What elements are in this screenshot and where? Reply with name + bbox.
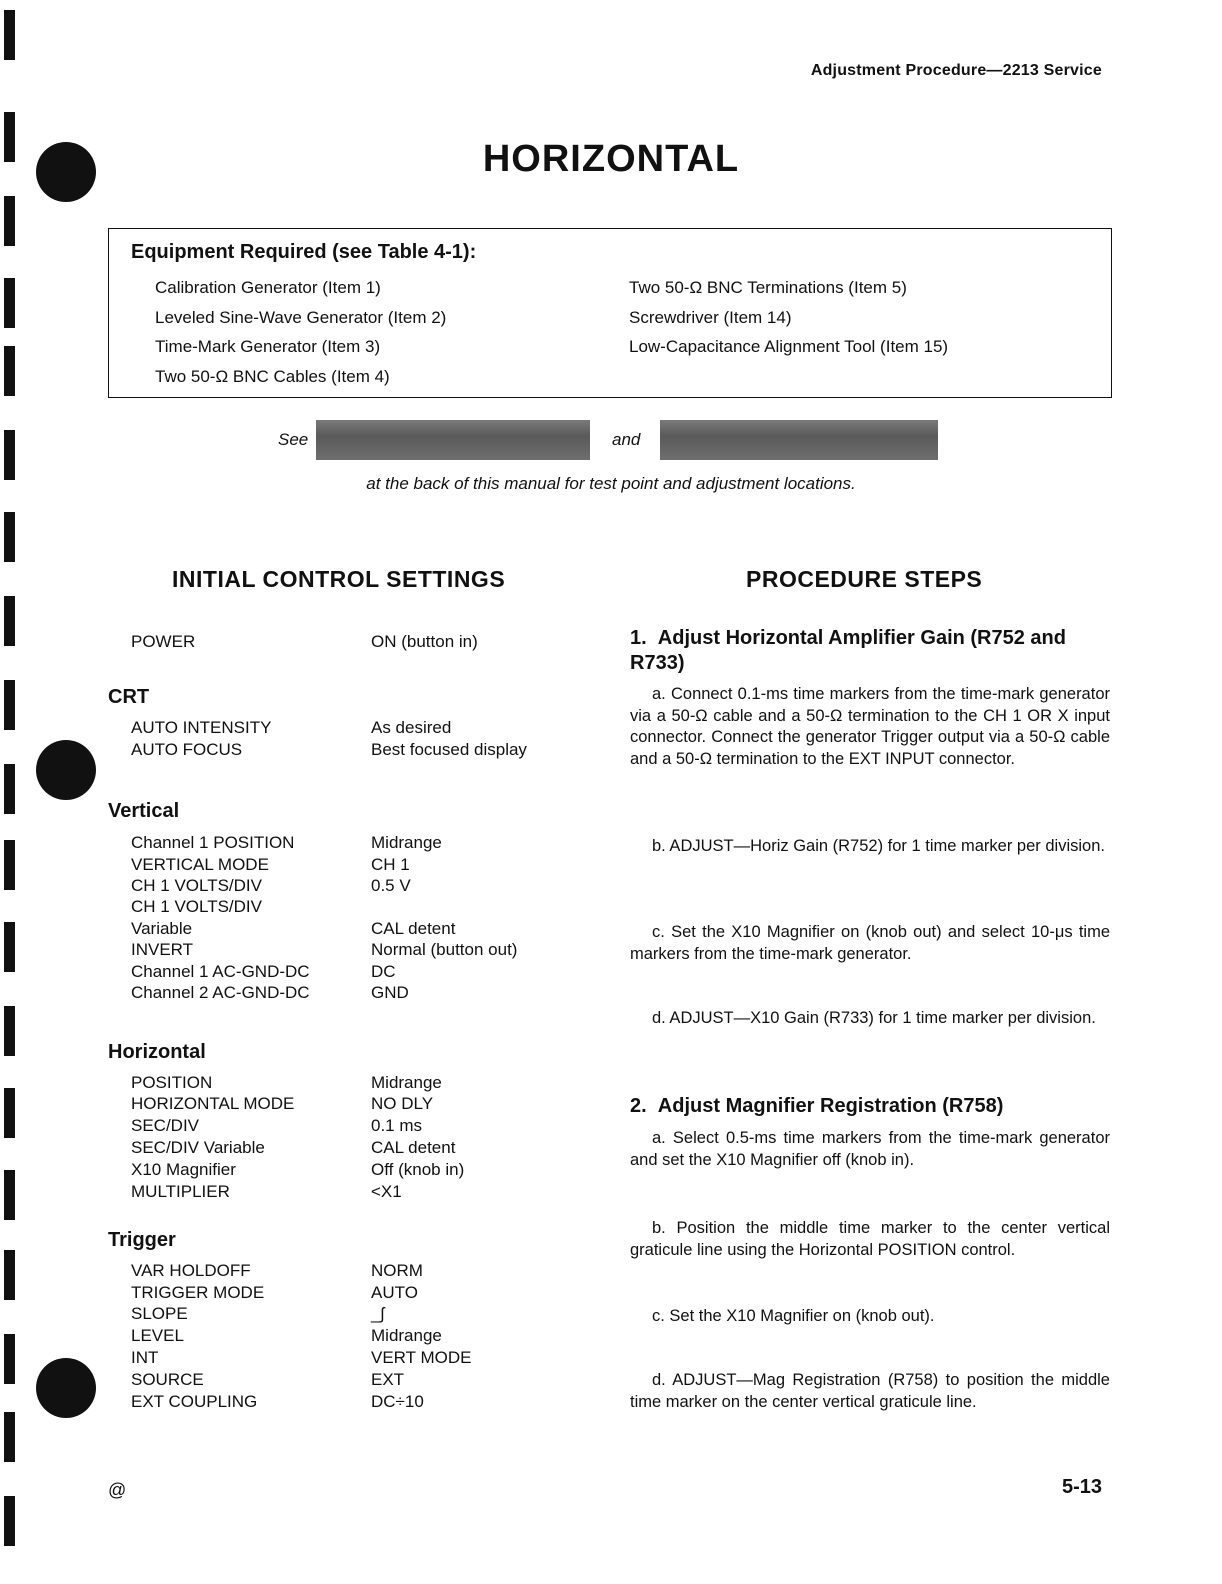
equipment-item: Screwdriver (Item 14) [629,307,792,327]
edge-mark [4,1496,15,1546]
setting-value: NORM [371,1261,423,1280]
procedure-heading: PROCEDURE STEPS [746,566,983,592]
setting-label: Channel 1 POSITION [131,833,295,852]
page-number: 5-13 [1061,1476,1102,1498]
edge-mark [4,680,15,730]
equipment-heading: Equipment Required (see Table 4-1): [131,241,477,263]
setting-value: EXT [371,1370,405,1389]
equipment-item: Calibration Generator (Item 1) [155,278,381,297]
setting-label: HORIZONTAL MODE [131,1094,295,1113]
setting-label: X10 Magnifier [131,1160,236,1179]
setting-label: SOURCE [131,1370,204,1389]
equipment-list-left [155,273,446,391]
settings-group-title: Vertical [108,800,180,822]
setting-value: DC÷10 [371,1392,424,1411]
step-paragraph: a. Select 0.5-ms time markers from the time-mark generator and set the X10 Magnifier off (knob in). [630,1129,1110,1169]
edge-mark [4,1170,15,1220]
equipment-item: Two 50-Ω BNC Cables (Item 4) [155,366,390,386]
step-paragraph: b. ADJUST—Horiz Gain (R752) for 1 time marker per division. [652,837,1105,855]
edge-mark [4,1412,15,1462]
edge-mark [4,278,15,328]
step-2a [630,1128,1110,1171]
setting-value: 0.5 V [371,876,411,895]
settings-group-title: Horizontal [108,1041,206,1063]
step-paragraph: d. ADJUST—Mag Registration (R758) to position the middle time marker on the center vertical graticule line. [630,1371,1110,1411]
settings-group-title: Trigger [108,1229,176,1251]
page-title: HORIZONTAL [482,138,740,180]
setting-value: Best focused display [371,740,527,759]
step-paragraph: b. Position the middle time marker to the center vertical graticule line using the Horizontal POSITION control. [630,1219,1110,1259]
footer-mark: @ [108,1480,127,1500]
edge-mark [4,840,15,890]
step-1c [630,922,1110,965]
step-1-title-block [630,626,1110,676]
setting-label: VERTICAL MODE [131,855,269,874]
step-1d [630,1008,1110,1030]
equipment-item: Low-Capacitance Alignment Tool (Item 15) [629,337,949,356]
setting-value: Midrange [371,833,442,852]
setting-label: EXT COUPLING [131,1392,258,1411]
step-1-title: 1. Adjust Horizontal Amplifier Gain (R752 and R733) [630,627,1066,674]
step-paragraph: d. ADJUST—X10 Gain (R733) for 1 time marker per division. [652,1009,1096,1027]
edge-mark [4,764,15,814]
step-1b [630,836,1110,858]
setting-value: GND [371,983,409,1002]
edge-mark [4,10,15,60]
step-paragraph: a. Connect 0.1-ms time markers from the time-mark generator via a 50-Ω cable and a 50-Ω termination to the CH 1 OR X input connector. Connect the generator Trigger output via a 50-Ω cable and a 50-Ω termination to the EXT INPUT connector. [630,685,1110,768]
setting-label: AUTO FOCUS [131,740,243,759]
tab-reference-bar [660,420,938,460]
settings-group-title: CRT [108,686,150,708]
edge-mark [4,346,15,396]
edge-mark [4,1334,15,1384]
setting-label: INT [131,1348,159,1367]
setting-value: Midrange [371,1073,442,1092]
step-paragraph: c. Set the X10 Magnifier on (knob out). [652,1307,935,1325]
setting-value: CH 1 [371,855,410,874]
setting-label: SEC/DIV Variable [131,1138,265,1157]
setting-label: POSITION [131,1073,213,1092]
step-paragraph: c. Set the X10 Magnifier on (knob out) and select 10-μs time markers from the time-mark generator. [630,923,1110,963]
setting-label: VAR HOLDOFF [131,1261,251,1280]
setting-value: AUTO [371,1283,418,1302]
setting-value: NO DLY [371,1094,434,1113]
setting-label: MULTIPLIER [131,1182,230,1201]
setting-value: As desired [371,718,452,737]
and-label: and [612,430,641,449]
edge-mark [4,1088,15,1138]
edge-mark [4,1250,15,1300]
reference-line [0,420,1222,460]
setting-value: 0.1 ms [371,1116,423,1135]
setting-label: TRIGGER MODE [131,1283,265,1302]
running-head: Adjustment Procedure—2213 Service [810,62,1102,79]
step-2-title-block [630,1094,1110,1119]
setting-value: VERT MODE [371,1348,472,1367]
step-2b [630,1218,1110,1261]
punch-hole [36,740,96,800]
setting-value: CAL detent [371,1138,456,1157]
setting-label: CH 1 VOLTS/DIV [131,897,262,916]
setting-label: Channel 2 AC-GND-DC [131,983,310,1002]
equipment-item: Time-Mark Generator (Item 3) [155,337,381,356]
step-2-title: 2. Adjust Magnifier Registration (R758) [630,1095,1004,1117]
setting-label: AUTO INTENSITY [131,718,272,737]
step-1a [630,684,1110,770]
equipment-item: Leveled Sine-Wave Generator (Item 2) [155,307,447,327]
setting-label: POWER [131,632,196,651]
tab-reference-bar [316,420,590,460]
setting-label: Variable [131,919,193,938]
setting-label: Channel 1 AC-GND-DC [131,962,310,981]
edge-mark [4,196,15,246]
equipment-item: Two 50-Ω BNC Terminations (Item 5) [629,278,907,297]
edge-mark [4,596,15,646]
step-2c [630,1306,1110,1328]
step-2d [630,1370,1110,1413]
settings-heading: INITIAL CONTROL SETTINGS [172,566,506,592]
see-label: See [278,430,309,449]
setting-value: ON (button in) [371,632,478,651]
edge-mark [4,1006,15,1056]
setting-value: <X1 [371,1182,402,1201]
setting-label: LEVEL [131,1326,184,1345]
setting-label: SEC/DIV [131,1116,200,1135]
edge-mark [4,512,15,562]
setting-value: CAL detent [371,919,456,938]
edge-mark [4,922,15,972]
reference-note: at the back of this manual for test point and adjustment locations. [366,474,856,493]
setting-value: Normal (button out) [371,940,518,959]
slope-symbol: _ʃ [371,1304,385,1323]
setting-value: Midrange [371,1326,442,1345]
setting-label: SLOPE [131,1304,188,1323]
setting-value: Off (knob in) [371,1160,465,1179]
equipment-box [108,228,1112,398]
equipment-list-right [629,273,948,362]
punch-hole [36,1358,96,1418]
setting-value: DC [371,962,396,981]
setting-label: INVERT [131,940,194,959]
setting-label: CH 1 VOLTS/DIV [131,876,262,895]
